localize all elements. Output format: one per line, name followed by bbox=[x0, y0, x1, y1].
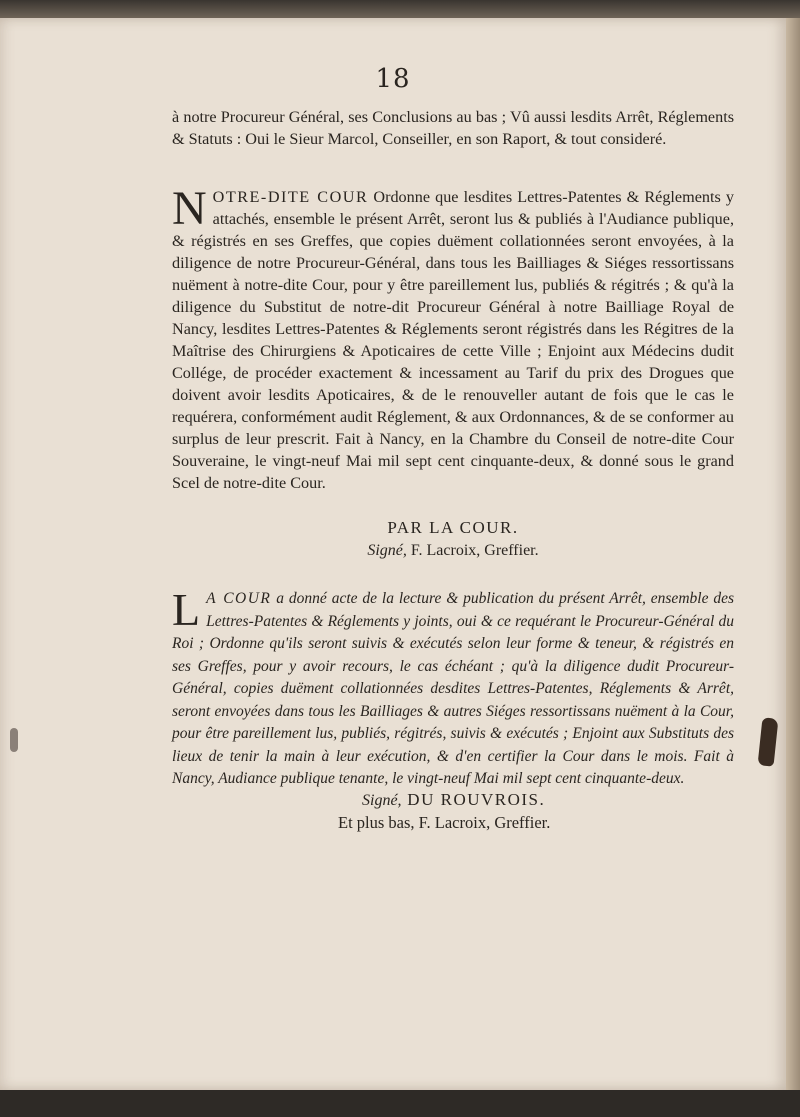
par-la-cour-heading: PAR LA COUR. bbox=[387, 518, 519, 537]
book-bottom-edge bbox=[0, 1090, 800, 1117]
page-number: 18 bbox=[375, 64, 411, 94]
lead-caps: A COUR bbox=[206, 590, 272, 607]
signe-label: Signé, bbox=[367, 542, 407, 559]
lead-caps: OTRE-DITE COUR bbox=[212, 188, 369, 206]
drop-cap: L bbox=[172, 584, 201, 635]
paragraph-text: à notre Procureur Général, ses Conclusions au bas ; Vû aussi lesdits Arrêt, Réglements & Statuts : Oui le Sieur Marcol, Conseiller, en son Raport, & tout consideré. bbox=[172, 108, 734, 148]
paragraph-conclusions bbox=[172, 106, 734, 150]
signature-lacroix bbox=[172, 542, 734, 560]
paragraph-publication-record bbox=[172, 584, 734, 791]
drop-cap: N bbox=[172, 182, 207, 235]
paragraph-text: Ordonne que lesdites Lettres-Patentes & Réglements y attachés, ensemble le présent Arrêt, seront lus & publiés à l'Audiance publique, & régistrés en ses Greffes, que copies duëment collationnées seront envoyées, à la diligence de notre Procureur-Général, dans tous les Bailliages & Siéges ressortissans nuëment à notre-dite Cour, pour y être pareillement lus, publiés & régitrés ; & qu'à la diligence du Substitut de notre-dit Procureur Général à notre Bailliage Royal de Nancy, lesdites Lettres-Patentes & Réglements seront régistrés dans les Régitres de la Maîtrise des Chirurgiens & Apoticaires de cette Ville ; Enjoint aux Médecins dudit Collége, de procéder exactement & incessament au Tarif du prix des Drogues que doivent avoir lesdits Apoticaires, & de le renouveller autant de fois que le cas le requérera, conformément audit Réglement, & aux Ordonnances, & de se conformer au surplus de leur prescrit. Fait à Nancy, en la Chambre du Conseil de notre-dite Cour Souveraine, le vingt-neuf Mai mil sept cent cinquante-deux, & donné sous le grand Scel de notre-dite Cour. bbox=[172, 188, 734, 492]
paragraph-text: a donné acte de la lecture & publication du présent Arrêt, ensemble des Lettres-Patentes & Réglements y joints, oui & ce requérant le Procureur-Général du Roi ; Ordonne qu'ils seront suivis & exécutés selon leur forme & teneur, & régistrés en ses Greffes, pour y avoir recours, le cas échéant ; qu'à la diligence dudit Procureur-Général, copies duëment collationnées desdites Lettres-Patentes, Réglements & Arrêt, seront envoyées dans tous les Bailliages & autres Siéges ressortissans nuëment à la Cour, pour être pareillement lus, publiés, régitrés, suivis & exécutés ; Enjoint aux Substituts des lieux de tenir la main à leur exécution, & d'en certifier la Cour dans le mois. Fait à Nancy, Audiance publique tenante, le vingt-neuf Mai mil sept cent cinquante-deux. bbox=[172, 590, 734, 787]
signatory-name: F. Lacroix, Greffier. bbox=[406, 542, 539, 559]
signatory-name: DU ROUVROIS. bbox=[401, 790, 546, 809]
signature-plus-bas: Et plus bas, F. Lacroix, Greffier. bbox=[338, 813, 551, 832]
signature-du-rouvrois bbox=[362, 790, 545, 810]
signe-label: Signé, bbox=[362, 792, 402, 809]
paragraph-court-order bbox=[172, 182, 734, 494]
margin-mark bbox=[10, 728, 18, 752]
page-fore-edge bbox=[786, 18, 800, 1090]
